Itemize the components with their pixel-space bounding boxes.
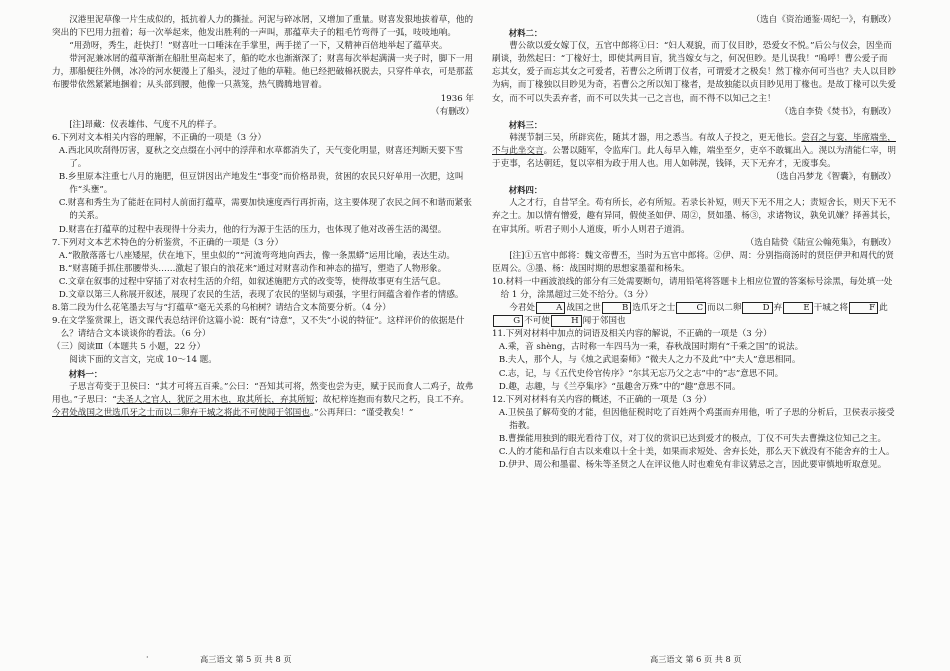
question-12-option-a: A.卫侯虽了解苟变的才能，但因他征税时吃了百姓两个鸡蛋而弃用他，听了子思的分析后，卫侯表示接受指教。 [498,407,895,431]
question-12-option-b: B.曹操能用独到的眼光看待丁仪，对丁仪的赏识已达到爱才的极点，丁仪不可失去曹操这位知己之主。 [498,434,887,444]
story-source: （有删改） [431,106,474,117]
answer-segment-b: 选爪牙之士 [632,303,676,314]
material-1-text [52,381,474,420]
question-11-option-a: A.乘，音 shèng，古时称一车四马为一乘，春秋战国时期有“千乘之国”的说法。 [498,342,804,353]
answer-line-tail: 可使 [532,316,550,327]
section-3-instructions: 阅读下面的文言文，完成 10～14 题。 [69,355,217,366]
material-4-text: 人之才行，自昔罕全。苟有所长，必有所短。若录长补短，则天下无不用之人；责短舍长，则天下无不弃之士。加以情有憎爱，趣有异同，假使圣如伊、周②，贤如墨、杨③，求诸物议，孰免讥嫌？择善其长，在审其所。听君子则小人道废，听小人则君子道消。 [492,198,896,235]
question-7-option-c: C.文章在叙事的过程中穿插了对农村生活的介绍，如叙述施肥方式的改变等，使得故事更有生活气息。 [58,276,447,287]
question-9: 9.在文学鉴赏课上，语文课代表总结评价这篇小说：既有“诗意”，又不失“小说的特征”。这样评价的依据是什么？请结合文本谈谈你的看法。（6 分） [52,316,465,340]
material-1-underline-1: 夫圣人之官人，犹匠之用木也，取其所长，弃其所短 [116,394,315,405]
material-2-text: 曹公欲以爱女嫁丁仪，五官中郎将①曰：“妇人观貌，而丁仪目眇，恐爱女不悦。”后公与仪会，因坐而刷谈，勃然起曰：“丁椽好士，即使其两目盲，犹当嫁女与之，何况但眇。是儿误我！”嗚呼！曹公爱子而忘其女，爱子而忘其女之可爱者，若曹公之所谓丁仪者，可谓爱才之极矣！然丁椽亦何可当也？夫人以目眇为病，而丁椽独以目眇见为奇，若曹公之所以知丁椽者，是故独能以贞目眇见用丁椽也。是故丁椽可以失爱女，而不可以失丢弃者，而不可以失其一己之言也，而不得不以知己之主！ [492,41,896,104]
answer-segment-c: 而以二卵 [707,303,742,314]
section-3-title: （三）阅读Ⅲ（本题共 5 小题，22 分） [52,342,206,353]
question-7: 7.下列对文本艺术特色的分析鉴赏，不正确的一项是（3 分） [52,237,284,248]
question-7-option-b: B.“财喜随手抓住那腰带头……激起了银白的浪花来”通过对财喜动作和神态的描写，塑造了人物形象。 [58,263,447,274]
material-3-source: （选自冯梦龙《智囊》，有删改） [771,172,896,183]
answer-box-d[interactable]: D [742,302,772,314]
question-7-option-d: D.文章以第三人称展开叙述，展现了农民的生活，表现了农民的坚韧与顽强，字里行间蕴含着作者的情感。 [58,289,464,300]
material-1-part-a: 子思言苟变于卫侯曰：“其才可将五百乘。”公曰：“吾知其可将，然变也尝为吏，赋于民而食人二鸡子，故弗用也。”子思曰：“ [52,381,474,405]
answer-segment-g: 不 [524,316,533,327]
material-1-part-b: ；故杞梓连抱而有数尺之朽，良工不弃。 [314,394,470,405]
question-11-option-c: C.志，记，与《五代史伶官传序》“尔其无忘乃父之志”中的“志”意思不同。 [498,368,784,379]
question-6-option-c: C.财喜和秀生为了能赶在同村人前面打蕴草，需要加快速度西行再折南，这主要体现了农民之间不和谐而紧张的关系。 [58,198,472,222]
question-12-option-c: C.人的才能和品行自古以来难以十全十美，如果而求短处、舍弃长处，那么天下就没有不能舍弃的士人。 [498,447,895,458]
answer-segment-e: 干城之将 [813,303,848,314]
page-5-footer: 高三语文 第 5 页 共 8 页 [200,654,292,664]
material-4-title: 材料四： [508,185,543,196]
question-6-option-a: A.西北风吹刮得厉害，夏秋之交点缀在小河中的浮萍和水草都消失了，天气变化明显，财喜还判断天要下雪了。 [58,145,464,170]
material-2-title: 材料二： [508,28,543,39]
material-4-source: （选自陆贽《陆宣公翰苑集》，有删改） [745,237,896,248]
page-6-column [492,14,896,472]
margin-dot: · [146,653,149,662]
question-7-option-a: A.“散散落落七八座矮屋，伏在地下，里虫似的”“河流弯弯地向西去，像一条黑蟒”运用比喻，表达生动。 [58,250,455,261]
story-paragraph-3: 带河泥兼冰屑的蕴草渐渐在船肚里高起来了，船的吃水也渐渐深了；财喜每次举起满满一夹子时，脚下一用力，那船便往外侧，冰冷的河水便漫上了船头，浸过了他的草鞋。他已经把破棉袄脱去，只穿件单衣，可是那蓝布腰带依然紧紧地捆着；从头部到腰，他像一只蒸笼，热气腾腾地冒着。 [52,54,474,91]
answer-segment-f: 此 [879,303,888,314]
material-3-title: 材料三： [508,119,543,130]
material-1-source: （选自《资治通鉴·周纪一》，有删改） [751,15,896,25]
answer-box-g[interactable]: G [493,315,523,327]
question-10-answer-line [492,302,896,328]
question-11-option-d: D.趣，志趣，与《兰亭集序》“虽趣舍万殊”中的“趣”意思不同。 [498,381,741,392]
answer-segment-a: 战国之世 [566,303,601,314]
question-10: 10.材料一中画波浪线的部分有三处需要断句，请用铅笔将答题卡上相应位置的答案标号涂黑，每处填一处给 1 分，涂黑超过三处不给分。（3 分） [492,276,893,300]
material-1-part-c: 。”公再拜曰：“谨受教矣！” [309,407,414,418]
question-6: 6.下列对文本相关内容的理解，不正确的一项是（3 分） [52,132,267,143]
question-11-option-b: B.夫人，那个人，与《烛之武退秦师》“微夫人之力不及此”中“夫人”意思相同。 [498,355,801,366]
story-note: [注]昂藏：仪表雄伟、气度不凡的样子。 [69,119,222,130]
material-1-title: 材料一： [68,368,103,379]
answer-box-b[interactable]: B [602,302,632,314]
answer-line-prefix: 今君处 [509,303,535,314]
material-3-underline: 尝召之与宴，毕席端坐，不与此坐交言 [492,132,896,156]
answer-box-h[interactable]: H [551,315,582,327]
story-paragraph-1: 汉港里泥草像一片生成似的，抵抗着人力的撕扯。河泥与碎冰屑，又增加了重量。财喜发狠地拔着草，他的突出的下巴用力扭着；每一次举起来，他发出胜利的一声叫，那蕴草夫子的粗毛竹弯得了一弧，吱吱地响。 [52,15,474,39]
question-12-option-d: D.伊尹、周公和墨翟、杨朱等圣贤之人在评议他人时也难免有非议猜忌之言，因此要审慎地听取意见。 [498,460,887,471]
answer-box-e[interactable]: E [783,302,812,314]
page-5-column [52,14,474,420]
material-3-part-b: 。公署以随军，令监库门。此人每早入帷，端坐至夕，吏卒不敢辄出入。滉以为清能仁宰，明于吏事，名达朝廷，复以宰相为政于用人也。用人如韩滉，钱铎，天下无弃才，无废事矣。 [492,145,896,170]
question-8: 8.第二段为什么花笔墨去写与“打蕴草”毫无关系的乌桕树？请结合文本简要分析。（4 分） [52,303,391,314]
material-1-wavy-line: 今君处战国之世选爪牙之士而以二卵弃干城之将此不可使闻于邻国也 [52,407,310,418]
answer-segment-h: 闻于邻国也 [582,316,626,327]
story-year: 1936 年 [440,93,474,104]
material-3-text [492,132,896,171]
answer-box-c[interactable]: C [676,302,706,314]
question-6-option-d: D.财喜在打蕴草的过程中表现得十分卖力，他的行为源于生活的压力，也体现了他对改善生活的渴望。 [58,224,447,235]
materials-note: [注]①五官中郎将：魏文帝曹丕，当时为五官中郎将。②伊、周：分别指商汤时的贤臣伊尹和周代的贤臣周公。③墨、杨：战国时期的思想家墨翟和杨朱。 [492,250,895,274]
story-paragraph-2: “用劲呀，秀生，赶快打！”财喜吐一口唾沫在手掌里，两手搓了一下，又精神百倍地举起了蕴草夹。 [69,41,448,52]
answer-segment-d: 弃 [773,303,783,314]
question-12: 12.下列对材料有关内容的概述，不正确的一项是（3 分） [492,394,712,405]
question-11: 11.下列对材料中加点的词语及相关内容的解说，不正确的一项是（3 分） [492,329,772,340]
material-3-part-a: 韩滉节制三吴，所辟宾佐，随其才器，用之悉当。有故人子投之，更无他长。 [509,132,802,143]
page-6-footer: 高三语文 第 6 页 共 8 页 [650,654,742,664]
material-2-source: （选自李贽《焚书》，有删改） [779,106,896,117]
question-6-option-b: B.乡里原本注重七八月的施肥，但豆饼因出产地发生“事变”而价格昂贵，贫困的农民只好单用一次肥，这叫作“头壅”。 [58,172,464,196]
answer-box-f[interactable]: F [849,302,878,314]
answer-box-a[interactable]: A [536,302,565,314]
